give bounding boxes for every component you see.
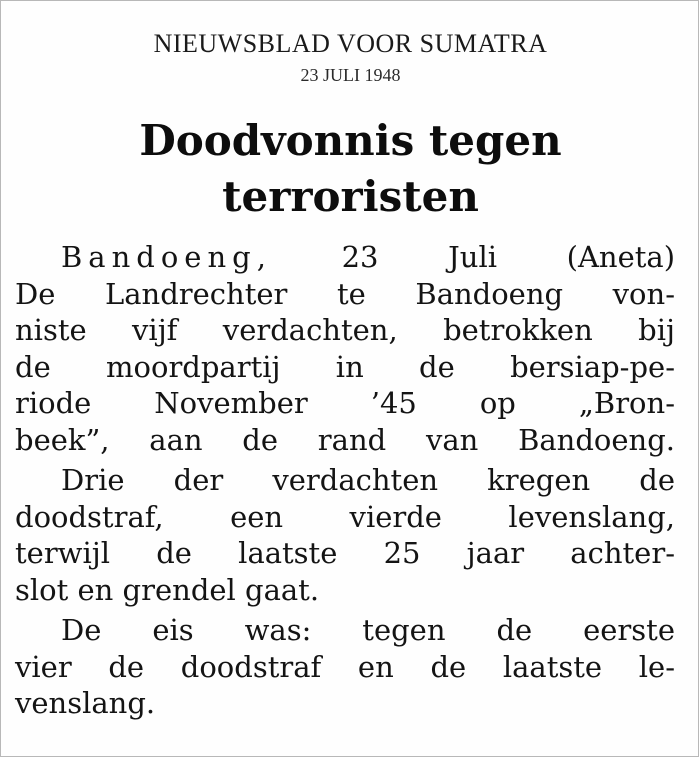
article-line: De Landrechter te Bandoeng von- xyxy=(15,276,675,311)
article-body xyxy=(15,239,675,722)
article-line: de moordpartij in de bersiap-pe- xyxy=(15,349,675,384)
article-line: slot en grendel gaat. xyxy=(15,572,320,607)
newspaper-masthead: NIEUWSBLAD VOOR SUMATRA xyxy=(153,29,548,58)
article-line: venslang. xyxy=(15,686,156,720)
dateline-line xyxy=(15,239,675,276)
dateline-rest: 23 Juli (Aneta) xyxy=(341,240,676,274)
article-line: niste vijf verdachten, betrokken bij xyxy=(15,313,675,347)
article-line: terwijl de laatste 25 jaar achter- xyxy=(15,536,675,570)
headline-line-1: Doodvonnis tegen xyxy=(139,116,562,165)
headline-line-2: terroristen xyxy=(222,172,479,221)
article-headline xyxy=(1,113,699,225)
article-line: doodstraf, een vierde levenslang, xyxy=(15,499,675,534)
dateline-place: Bandoeng, xyxy=(61,240,272,274)
publication-date: 23 JULI 1948 xyxy=(300,65,401,85)
article-line: riode November ’45 op „Bron- xyxy=(15,386,675,420)
article-line: Drie der verdachten kregen de xyxy=(61,463,675,497)
article-line: De eis was: tegen de eerste xyxy=(61,613,675,647)
article-line: beek”, aan de rand van Bandoeng. xyxy=(15,422,675,457)
article-line: vier de doodstraf en de laatste le- xyxy=(15,649,675,684)
